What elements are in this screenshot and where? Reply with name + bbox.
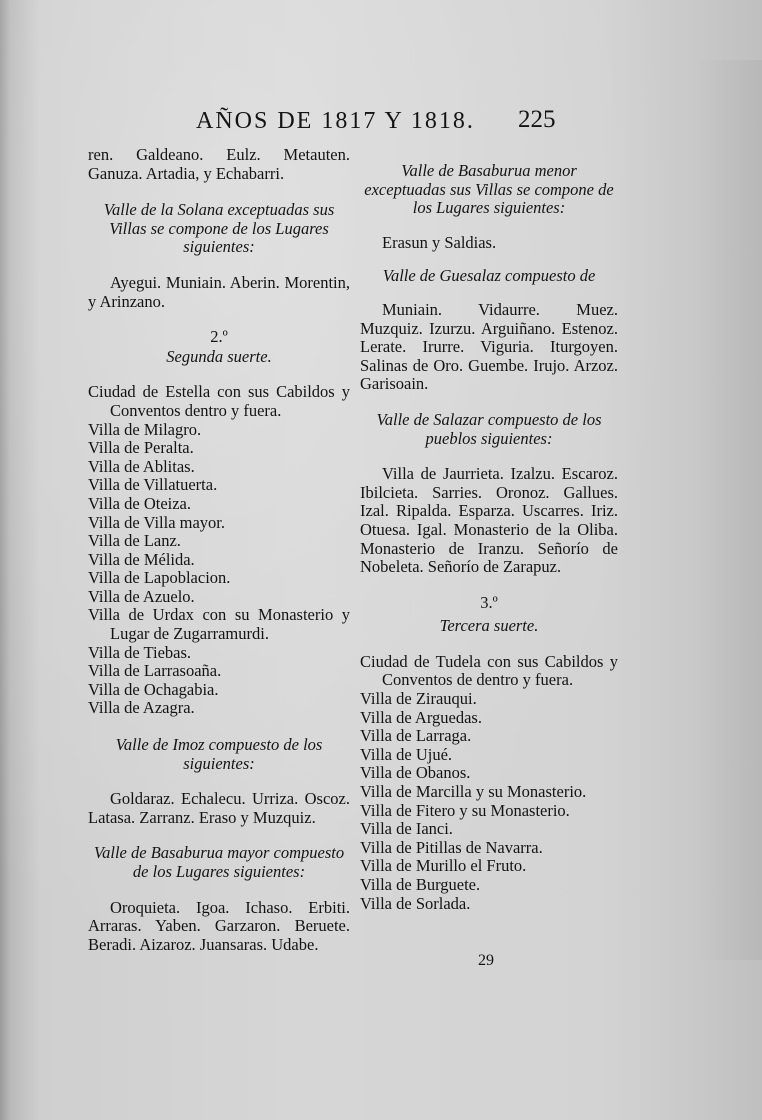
solana-heading: Valle de la Solana exceptuadas sus Villas se compone de los Lugares siguientes:: [103, 200, 335, 257]
left-column: [88, 146, 350, 954]
basaburua-mayor-heading: Valle de Basaburua mayor compuesto de los Lugares siguientes:: [93, 843, 345, 881]
list-item: Villa de Mélida.: [88, 549, 195, 569]
list-item: Villa de Ianci.: [360, 819, 453, 839]
suerte-2-number: 2.º: [210, 327, 228, 347]
list-item: Villa de Larraga.: [360, 726, 472, 746]
solana-text: Ayegui. Muniain. Aberin. Morentin, y Arinzano.: [88, 272, 350, 311]
list-item: Villa de Arguedas.: [360, 707, 482, 727]
imoz-heading: Valle de Imoz compuesto de los siguientes:: [115, 735, 323, 773]
list-item: Villa de Azuelo.: [88, 586, 195, 606]
list-item: Villa de Burguete.: [360, 875, 481, 894]
list-item: Villa de Ablitas.: [88, 456, 195, 476]
villa-list-right: [360, 690, 618, 913]
villa-list-left-2: [88, 644, 350, 718]
show-through-shading: [692, 60, 762, 960]
guesalaz-heading: Valle de Guesalaz compuesto de: [382, 266, 596, 286]
list-item: Villa de Sorlada.: [360, 893, 471, 913]
list-item: Villa de Oteiza.: [88, 493, 192, 513]
list-item: Villa de Pitillas de Navarra.: [360, 837, 543, 857]
suerte-2-heading: Segunda suerte.: [166, 346, 272, 366]
imoz-text: Goldaraz. Echalecu. Urriza. Oscoz. Latasa. Zarranz. Eraso y Muzquiz.: [88, 789, 350, 827]
signature-mark: 29: [478, 952, 494, 969]
right-column: [360, 146, 618, 913]
list-item: Villa de Ujué.: [360, 744, 453, 764]
list-item: Villa de Zirauqui.: [360, 689, 477, 709]
list-item: Villa de Larrasoaña.: [88, 661, 222, 681]
continued-text: ren. Galdeano. Eulz. Metauten. Ganuza. Artadia, y Echabarri.: [88, 145, 350, 183]
suerte-3-number: 3.º: [480, 592, 498, 612]
salazar-heading: Valle de Salazar compuesto de los pueblos siguientes:: [376, 409, 602, 448]
list-item: Villa de Murillo el Fruto.: [360, 856, 527, 876]
running-title: AÑOS DE 1817 Y 1818.: [196, 108, 475, 134]
list-item: Villa de Tiebas.: [88, 642, 192, 662]
list-item: Villa de Lanz.: [88, 531, 181, 551]
tudela-entry: Ciudad de Tudela con sus Cabildos y Conventos de dentro y fuera.: [360, 651, 618, 690]
guesalaz-text: Muniain. Vidaurre. Muez. Muzquiz. Izurzu. Arguiñano. Estenoz. Lerate. Irurre. Viguria. Iturgoyen. Salinas de Oro. Guembe. Irujo. Arzoz. Garisoain.: [360, 299, 618, 394]
list-item: Villa de Villa mayor.: [88, 512, 226, 532]
list-item: Villa de Peralta.: [88, 438, 194, 458]
list-item: Villa de Ochagabia.: [88, 679, 219, 699]
basaburua-mayor-text: Oroquieta. Igoa. Ichaso. Erbiti. Arraras. Yaben. Garzaron. Beruete. Beradi. Aizaroz. Juansaras. Udabe.: [88, 897, 350, 954]
page-header: [196, 104, 576, 138]
urdax-entry: Villa de Urdax con su Monasterio y Lugar de Zugarramurdi.: [88, 605, 350, 644]
basaburua-menor-text: Erasun y Saldias.: [382, 232, 497, 252]
villa-list-left: [88, 421, 350, 607]
list-item: Villa de Fitero y su Monasterio.: [360, 800, 570, 820]
basaburua-menor-heading: Valle de Basaburua menor exceptuadas sus Villas se compone de los Lugares siguientes:: [364, 161, 614, 218]
list-item: Villa de Obanos.: [360, 763, 471, 783]
list-item: Villa de Lapoblacion.: [88, 568, 231, 588]
suerte-3-heading: Tercera suerte.: [439, 616, 539, 636]
salazar-text: Villa de Jaurrieta. Izalzu. Escaroz. Ibilcieta. Sarries. Oronoz. Gallues. Izal. Ripalda. Esparza. Uscarres. Iriz. Otuesa. Igal. Monasterio de la Oliba. Monasterio de Iranzu. Señorío de Nobeleta. Señorío de Zarapuz.: [360, 464, 618, 577]
page-number: 225: [518, 106, 556, 133]
list-item: Villa de Milagro.: [88, 419, 202, 439]
list-item: Villa de Azagra.: [88, 698, 195, 718]
list-item: Villa de Marcilla y su Monasterio.: [360, 782, 587, 802]
list-item: Villa de Villatuerta.: [88, 475, 218, 495]
estella-entry: Ciudad de Estella con sus Cabildos y Conventos dentro y fuera.: [88, 382, 350, 420]
